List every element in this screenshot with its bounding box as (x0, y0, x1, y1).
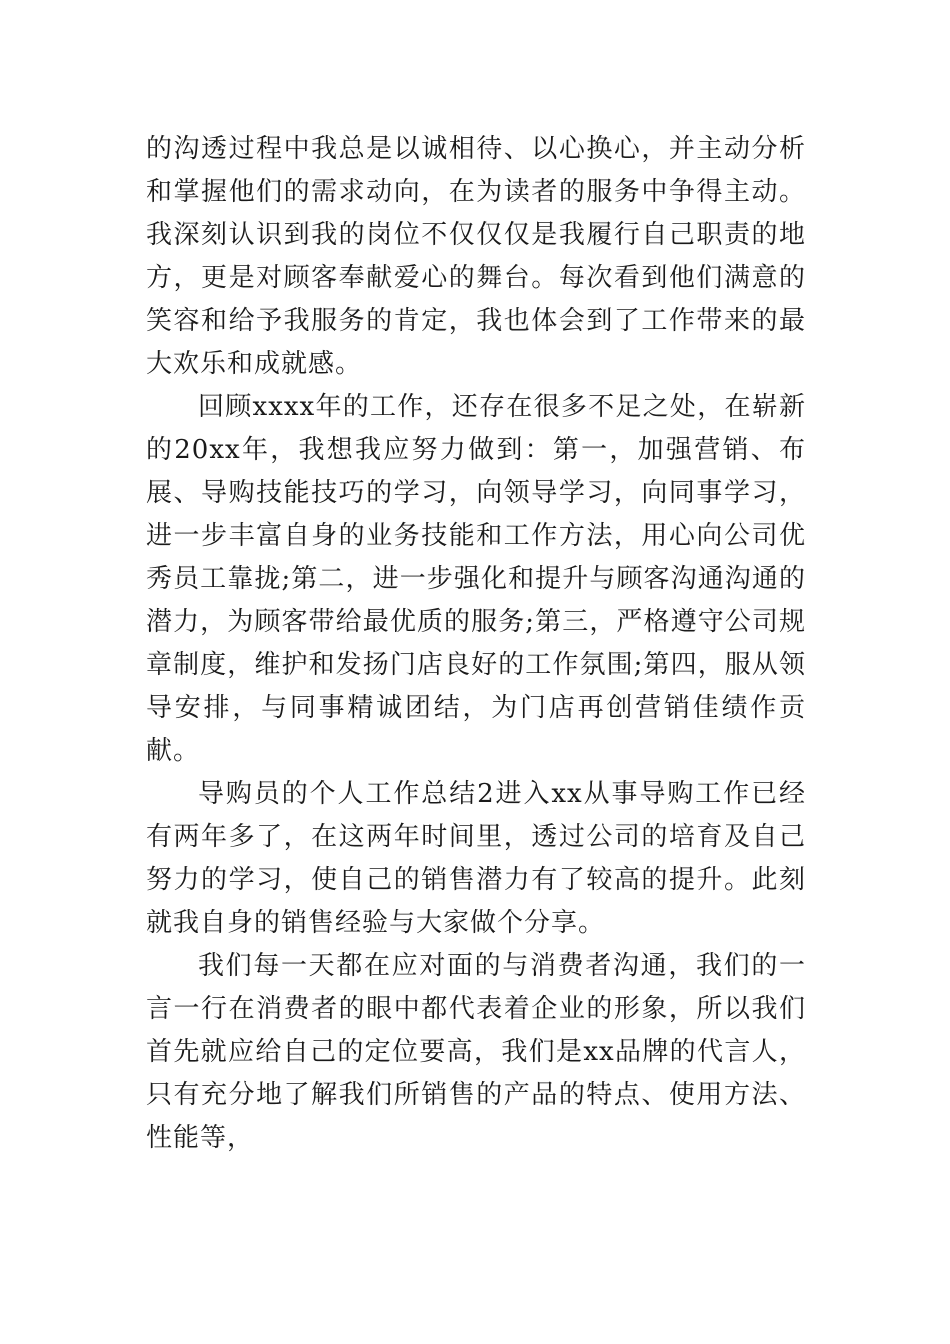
paragraph-2: 回顾xxxx年的工作，还存在很多不足之处，在崭新的20xx年，我想我应努力做到：第一，加强营销、布展、导购技能技巧的学习，向领导学习，向同事学习，进一步丰富自身的业务技能和工作方法，用心向公司优秀员工靠拢;第二，进一步强化和提升与顾客沟通沟通的潜力，为顾客带给最优质的服务;第三，严格遵守公司规章制度，维护和发扬门店良好的工作氛围;第四，服从领导安排，与同事精诚团结，为门店再创营销佳绩作贡献。 (146, 392, 806, 766)
paragraph-3: 导购员的个人工作总结2进入xx从事导购工作已经有两年多了，在这两年时间里，透过公司的培育及自己努力的学习，使自己的销售潜力有了较高的提升。此刻就我自身的销售经验与大家做个分享。 (146, 779, 806, 938)
document-body (146, 128, 806, 1160)
paragraph-4: 我们每一天都在应对面的与消费者沟通，我们的一言一行在消费者的眼中都代表着企业的形象，所以我们首先就应给自己的定位要高，我们是xx品牌的代言人，只有充分地了解我们所销售的产品的特点、使用方法、性能等， (146, 951, 806, 1153)
paragraph-1: 的沟透过程中我总是以诚相待、以心换心，并主动分析和掌握他们的需求动向，在为读者的服务中争得主动。我深刻认识到我的岗位不仅仅仅是我履行自己职责的地方，更是对顾客奉献爱心的舞台。每次看到他们满意的笑容和给予我服务的肯定，我也体会到了工作带来的最大欢乐和成就感。 (146, 134, 806, 379)
